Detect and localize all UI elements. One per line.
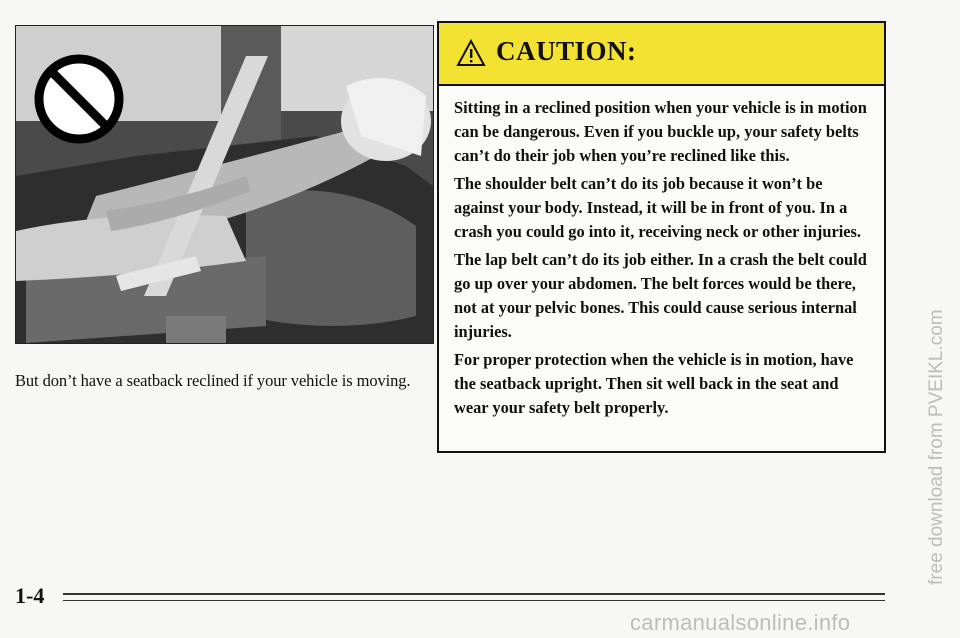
- side-watermark: [898, 300, 958, 590]
- warning-triangle-icon: [456, 39, 486, 67]
- caution-text: [454, 96, 874, 424]
- footer-rule: [63, 593, 885, 595]
- caution-paragraph: The shoulder belt can’t do its job because it won’t be against your body. Instead, it will be in front of you. In a crash you could go into it, receiving neck or other injuries.: [454, 174, 862, 241]
- page-number: 1-4: [15, 583, 45, 608]
- page-footer: [15, 583, 885, 613]
- illustration-caption: But don’t have a seatback reclined if your vehicle is moving.: [15, 371, 411, 390]
- reclined-seat-illustration: [15, 25, 434, 344]
- caution-paragraph: For proper protection when the vehicle is in motion, have the seatback upright. Then sit well back in the seat and wear your safety belt properly.: [454, 350, 854, 417]
- reclined-passenger-drawing: [16, 26, 433, 343]
- caution-paragraph: The lap belt can’t do its job either. In a crash the belt could go up over your abdomen. The belt forces would be there, not at your pelvic bones. This could cause serious internal injuries.: [454, 250, 867, 341]
- caution-box: [437, 21, 886, 453]
- footer-rule: [63, 600, 885, 601]
- side-watermark-text: free download from PVEIKL.com: [926, 309, 947, 585]
- no-symbol-icon: [36, 56, 122, 142]
- caution-title: CAUTION:: [496, 36, 637, 66]
- caution-header: [439, 23, 884, 86]
- bottom-watermark: carmanualsonline.info: [630, 610, 851, 635]
- caution-paragraph: Sitting in a reclined position when your vehicle is in motion can be dangerous. Even if you buckle up, your safety belts can’t do their job when you’re reclined like this.: [454, 98, 867, 165]
